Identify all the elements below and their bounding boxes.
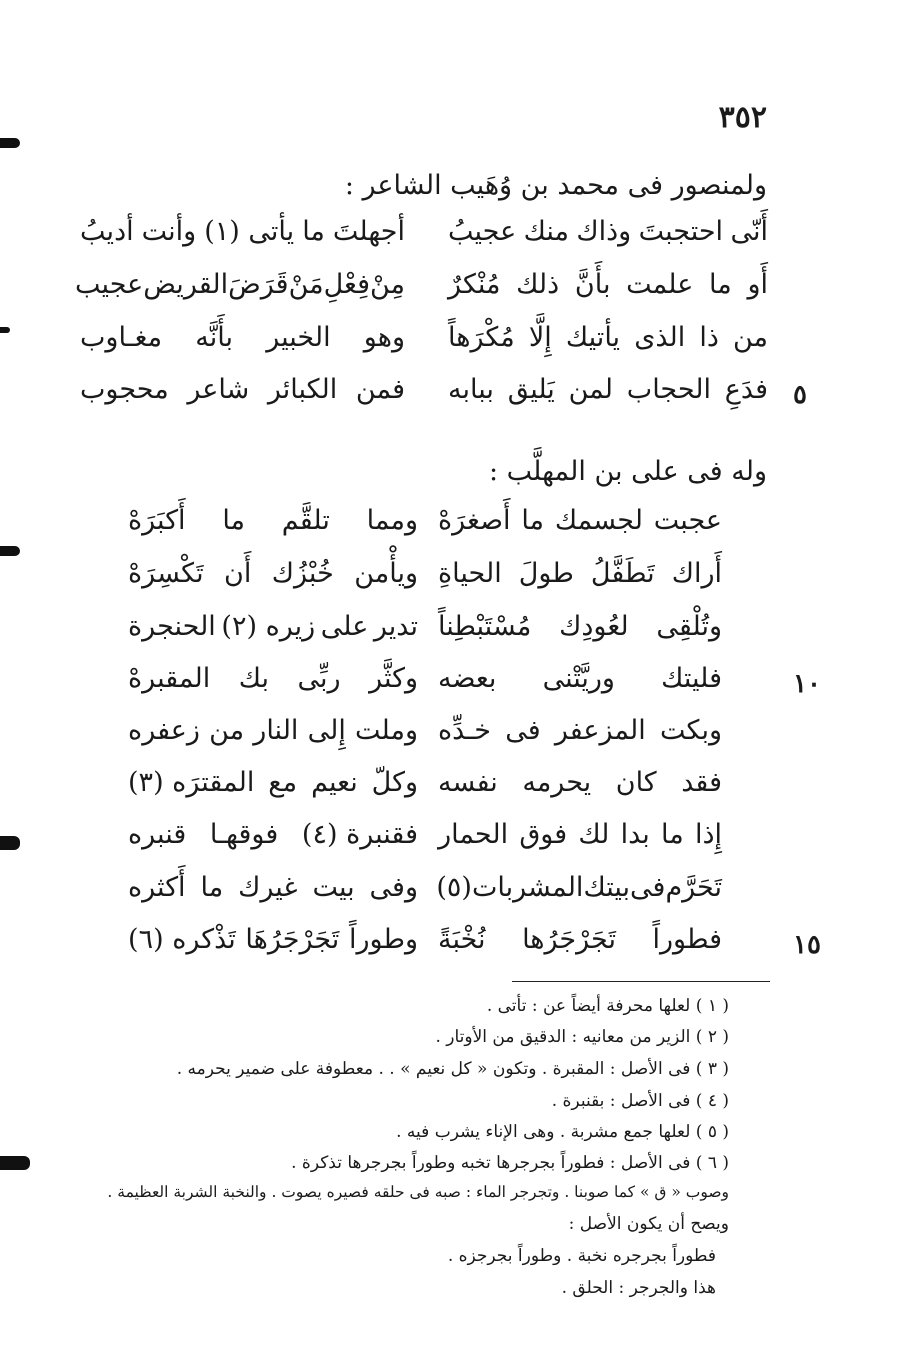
verse-word: وتُلْقِى — [656, 611, 722, 642]
verse-word: ومما — [366, 505, 418, 536]
verse-word: الحمار — [438, 819, 509, 850]
verse-first-hemistich — [438, 924, 722, 955]
verse-line — [80, 611, 768, 659]
verse-word: تَجَرْجَرُها — [522, 924, 616, 955]
verse-word: لك — [578, 819, 610, 850]
verse-word: من — [209, 715, 245, 746]
verse-word: فى — [630, 872, 666, 903]
scan-edge-mark — [0, 836, 20, 850]
verse-word: فطوراً — [652, 924, 722, 955]
footnote-continuation: وصوب « ق » كما صوبنا . وتجرجر الماء : صبه فى حلقه فصيره يصوت . والنخبة الشربة العظيمة . — [107, 1183, 729, 1201]
verse-first-hemistich — [438, 819, 722, 850]
scan-edge-mark — [0, 138, 20, 148]
verse-word: تَكْسِرَهْ — [128, 558, 204, 589]
verse-second-hemistich — [128, 924, 418, 955]
verse-word: وفى — [369, 872, 418, 903]
verse-word: فمن — [355, 374, 405, 405]
verse-word: قنبره — [128, 819, 187, 850]
verse-line — [80, 819, 768, 867]
verse-word: وأنت — [141, 216, 197, 247]
verse-word: المزعفر — [554, 715, 646, 746]
scan-edge-mark — [0, 546, 20, 556]
verse-word: وكثَّر — [369, 663, 418, 694]
verse-word: وريَّتْنى — [542, 663, 615, 694]
verse-word: خـدِّه — [438, 715, 491, 746]
verse-word: يأتيك — [565, 322, 621, 353]
verse-word: تَجَرْجَرُهَا — [245, 924, 340, 955]
verse-second-hemistich — [128, 767, 418, 798]
verse-word: لجسمك — [554, 505, 643, 536]
poem-intro: ولمنصور فى محمد بن وُهَيب الشاعر : — [344, 170, 767, 201]
verse-word: مِنْ — [369, 269, 405, 300]
verse-word: ويأْمن — [354, 558, 418, 589]
verse-first-hemistich — [438, 715, 722, 746]
verse-word: مُسْتَبْطِناً — [438, 611, 532, 642]
footnote: ( ٦ ) فى الأصل : فطوراً بجرجرها تخبه وطوراً بجرجرها تذكرة . — [291, 1153, 729, 1173]
verse-first-hemistich — [448, 374, 768, 405]
verse-second-hemistich — [128, 872, 418, 903]
verse-word: مَنْ — [288, 269, 324, 300]
verse-second-hemistich — [75, 269, 405, 300]
footnote: ( ٢ ) الزير من معانيه : الدقيق من الأوتار . — [435, 1027, 729, 1047]
footnote-separator — [512, 981, 770, 982]
verse-word: عجبت — [653, 505, 722, 536]
verse-word: مغـاوب — [80, 322, 163, 353]
verse-line — [80, 663, 768, 711]
verse-word: وكلّ — [371, 767, 418, 798]
verse-word: الكبائر — [267, 374, 338, 405]
verse-word: أَو — [747, 269, 768, 300]
verse-word: ربِّى — [297, 663, 341, 694]
verse-second-hemistich — [80, 374, 405, 405]
verse-word: لمن — [568, 374, 613, 405]
verse-second-hemistich — [80, 216, 405, 247]
verse-word: بعضه — [438, 663, 497, 694]
verse-word: ببابه — [448, 374, 494, 405]
verse-line — [80, 872, 768, 920]
footnote-continuation: هذا والجرجر : الحلق . — [561, 1278, 716, 1298]
verse-first-hemistich — [448, 269, 768, 300]
verse-word: احتجبتَ — [638, 216, 724, 247]
verse-word: ما — [661, 819, 684, 850]
verse-word: غيرك — [238, 872, 298, 903]
verse-line — [80, 374, 768, 422]
verse-word: كان — [615, 767, 657, 798]
verse-word: فقنبرة (٤) — [301, 819, 418, 850]
verse-word: زيره (٢) — [221, 611, 316, 642]
verse-line — [80, 558, 768, 606]
verse-word: تلقَّم — [281, 505, 330, 536]
verse-word: ذا — [699, 322, 719, 353]
verse-word: أَراك — [671, 558, 722, 589]
verse-word: أَكبَرَهْ — [128, 505, 186, 536]
verse-word: تَذْكره (٦) — [128, 924, 236, 955]
poem-intro: وله فى على بن المهلَّب : — [488, 456, 767, 487]
line-number: ١٥ — [793, 930, 821, 960]
verse-word: ما — [200, 872, 224, 903]
footnote-continuation: فطوراً بجرجره نخبة . وطوراً بجرجزه . — [447, 1246, 716, 1266]
verse-first-hemistich — [438, 611, 722, 642]
verse-word: وطوراً — [348, 924, 418, 955]
verse-first-hemistich — [438, 505, 722, 536]
verse-word: ذلك — [516, 269, 560, 300]
verse-word: عجيبُ — [448, 216, 517, 247]
verse-word: فوقهـا — [209, 819, 279, 850]
verse-word: مُكْرَهاً — [448, 322, 515, 353]
verse-word: على — [320, 611, 369, 642]
verse-word: فى — [505, 715, 541, 746]
verse-word: من — [732, 322, 768, 353]
verse-word: طولَ — [518, 558, 574, 589]
verse-word: نفسه — [438, 767, 498, 798]
verse-line — [80, 715, 768, 763]
verse-second-hemistich — [128, 611, 418, 642]
verse-word: ما — [222, 505, 246, 536]
verse-word: أجهلتَ — [332, 216, 405, 247]
verse-word: الذى — [634, 322, 686, 353]
verse-word: وذاك — [576, 216, 632, 247]
verse-word: ما — [709, 269, 732, 300]
verse-line — [80, 505, 768, 553]
verse-word: النار — [253, 715, 299, 746]
verse-word: فقد — [681, 767, 722, 798]
line-number: ٥ — [793, 380, 807, 410]
footnote: ( ٣ ) فى الأصل : المقبرة . وتكون « كل نعيم » . . معطوفة على ضمير يحرمه . — [176, 1059, 729, 1079]
verse-line — [80, 322, 768, 370]
verse-word: تَحَرَّم — [665, 872, 722, 903]
footnote: ( ٤ ) فى الأصل : بقنبرة . — [551, 1091, 729, 1111]
verse-second-hemistich — [128, 505, 418, 536]
verse-word: بيت — [312, 872, 355, 903]
verse-word: يَليق — [507, 374, 555, 405]
scan-edge-mark — [0, 327, 10, 333]
verse-word: بك — [238, 663, 269, 694]
verse-word: إِلى — [307, 715, 346, 746]
verse-word: الخبير — [266, 322, 331, 353]
verse-word: فوق — [519, 819, 568, 850]
verse-word: المقبرهْ — [128, 663, 211, 694]
verse-word: وبكت — [660, 715, 722, 746]
verse-word: ما — [302, 216, 325, 247]
verse-word: أَنّى — [730, 216, 768, 247]
footnote: ( ٥ ) لعلها جمع مشربة . وهى الإناء يشرب فيه . — [396, 1122, 729, 1142]
verse-word: شاعر — [187, 374, 250, 405]
verse-word: المقترَه (٣) — [128, 767, 255, 798]
verse-word: قَرَضَ — [228, 269, 289, 300]
verse-word: عجيب — [75, 269, 144, 300]
verse-first-hemistich — [438, 558, 722, 589]
verse-line — [80, 924, 768, 972]
scan-edge-mark — [0, 1156, 30, 1170]
line-number: ١٠ — [793, 669, 821, 699]
verse-word: فِعْلِ — [323, 269, 370, 300]
verse-word: بدا — [620, 819, 650, 850]
verse-word: بأَنَّه — [195, 322, 234, 353]
verse-word: أديبُ — [80, 216, 134, 247]
verse-word: أَن — [224, 558, 252, 589]
verse-line — [75, 269, 768, 317]
footnote: ( ١ ) لعلها محرفة أيضاً عن : تأتى . — [486, 996, 729, 1016]
verse-word: لعُودِك — [559, 611, 629, 642]
verse-word: المشربات(٥) — [436, 872, 584, 903]
verse-second-hemistich — [128, 558, 418, 589]
verse-second-hemistich — [128, 663, 418, 694]
verse-word: بيتك — [583, 872, 631, 903]
verse-second-hemistich — [128, 819, 418, 850]
verse-word: منك — [523, 216, 569, 247]
verse-word: محجوب — [80, 374, 169, 405]
verse-word: ما — [521, 505, 545, 536]
verse-word: الحجاب — [626, 374, 712, 405]
footnote-continuation: ويصح أن يكون الأصل : — [568, 1214, 729, 1234]
verse-word: الحياةِ — [438, 558, 502, 589]
verse-first-hemistich — [438, 663, 722, 694]
verse-word: فدَعِ — [724, 374, 768, 405]
verse-word: خُبْزُك — [271, 558, 334, 589]
verse-word: إِذا — [694, 819, 722, 850]
verse-word: يأتى (١) — [204, 216, 295, 247]
verse-word: إِلَّا — [528, 322, 552, 353]
verse-first-hemistich — [448, 216, 768, 247]
verse-second-hemistich — [128, 715, 418, 746]
verse-word: زعفره — [128, 715, 200, 746]
verse-word: بأَنَّ — [574, 269, 611, 300]
verse-word: نعيم — [311, 767, 358, 798]
verse-first-hemistich — [438, 872, 722, 903]
verse-word: علمت — [626, 269, 694, 300]
verse-word: تَطَفَّلُ — [590, 558, 655, 589]
verse-line — [80, 216, 768, 264]
verse-word: نُخْبَةً — [438, 924, 486, 955]
verse-word: فليتك — [661, 663, 722, 694]
page-number: ٣٥٢ — [718, 100, 767, 135]
verse-second-hemistich — [80, 322, 405, 353]
verse-word: أَصغرَهْ — [438, 505, 511, 536]
verse-word: القريض — [143, 269, 229, 300]
verse-word: وهو — [363, 322, 405, 353]
verse-word: الحنجرة — [128, 611, 216, 642]
verse-line — [80, 767, 768, 815]
verse-word: وملت — [355, 715, 418, 746]
verse-word: تدير — [373, 611, 418, 642]
verse-first-hemistich — [448, 322, 768, 353]
verse-word: أَكثره — [128, 872, 186, 903]
verse-word: يحرمه — [522, 767, 592, 798]
verse-word: مع — [268, 767, 298, 798]
verse-first-hemistich — [438, 767, 722, 798]
verse-word: مُنْكرٌ — [448, 269, 501, 300]
